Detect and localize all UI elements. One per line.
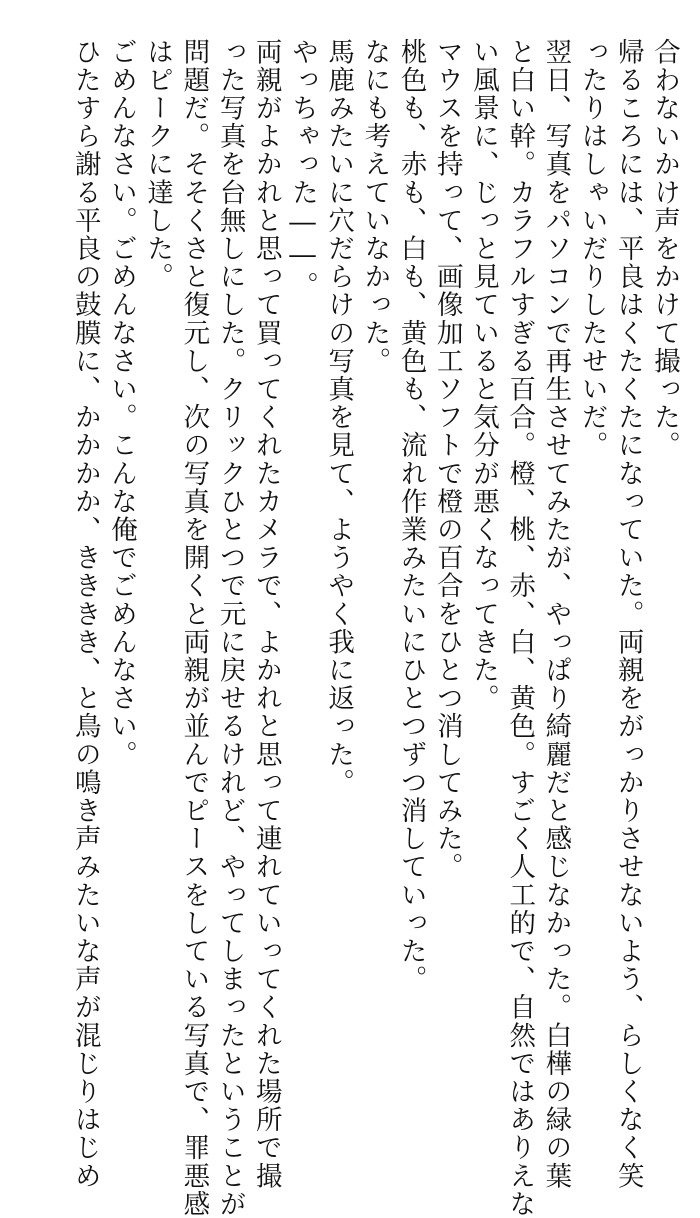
text-line: 合わないかけ声をかけて撮った。 <box>649 38 680 460</box>
text-line: ったりはしゃいだりしたせいだ。 <box>576 38 608 460</box>
text-line: い風景に、じっと見ていると気分が悪くなってきた。 <box>467 38 499 713</box>
text-line: 問題だ。そそくさと復元し、次の写真を開くと両親が並んでピースをしている写真で、罪悪感 <box>178 38 210 1218</box>
text-line: 翌日、写真をパソコンで再生させてみたが、やっぱり綺麗だと感じなかった。白樺の緑の葉 <box>540 38 572 1191</box>
vertical-text-block <box>67 38 682 1218</box>
text-line: 馬鹿みたいに穴だらけの写真を見て、ようやく我に返った。 <box>323 38 355 797</box>
text-line: やっちゃった――。 <box>286 38 318 300</box>
text-line: 両親がよかれと思って買ってくれたカメラで、よかれと思って連れていってくれた場所で撮 <box>250 38 282 1191</box>
text-line: と白い幹。カラフルすぎる百合。橙、桃、赤、白、黄色。すごく人工的で、自然ではありえな <box>504 38 536 1218</box>
text-line: ごめんなさい。ごめんなさい。こんな俺でごめんなさい。 <box>105 38 137 769</box>
text-line: 帰るころには、平良はくたくたになっていた。両親をがっかりさせないよう、らしくなく笑 <box>612 38 644 1191</box>
text-line: った写真を台無しにした。クリックひとつで元に戻せるけれど、やってしまったということが <box>214 38 246 1218</box>
text-line: はピークに達した。 <box>142 38 174 291</box>
text-line: マウスを持って、画像加工ソフトで橙の百合をひとつ消してみた。 <box>431 38 463 881</box>
text-line: 桃色も、赤も、白も、黄色も、流れ作業みたいにひとつずつ消していった。 <box>395 38 427 994</box>
text-line: ひたすら謝る平良の鼓膜に、かかかか、きききき、と鳥の鳴き声みたいな声が混じりはじめ <box>69 38 101 1191</box>
text-line: なにも考えていなかった。 <box>359 38 391 376</box>
